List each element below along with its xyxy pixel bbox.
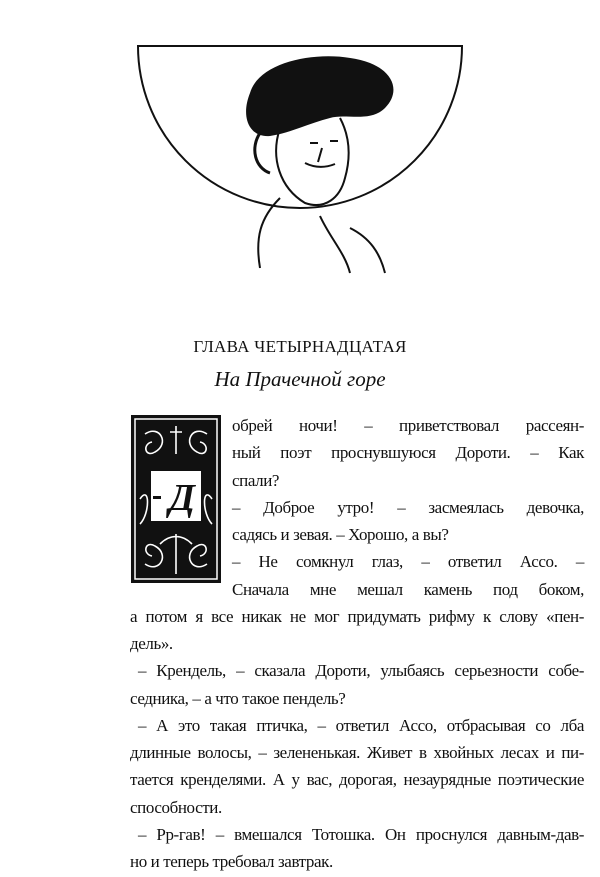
text-line: Сначала мне мешал камень под боком, [232,579,584,599]
drop-cap-letter: Д [169,477,195,519]
text-line: спали? [232,470,280,490]
text-line: ный поэт проснувшуюся Дороти. – Как [232,443,584,463]
chapter-illustration-portrait [130,38,470,313]
text-line: дель». [130,634,173,653]
text-line: – Рр-гав! – вмешался Тотошка. Он проснулся давным-дав- [138,824,584,844]
text-line: – Доброе утро! – засмеялась девочка, [232,497,584,517]
text-line: садясь и зевая. – Хорошо, а вы? [232,525,449,544]
text-line: а потом я все никак не мог придумать рифму к слову «пен- [130,606,584,626]
text-line: способности. [130,797,222,817]
text-line: длинные волосы, – зелененькая. Живет в хвойных лесах и пи- [130,743,584,762]
text-line: тается кренделями. А у вас, дорогая, незаурядные поэтические [130,770,584,790]
text-line: седника, – а что такое пендель? [130,688,346,708]
text-line: – А это такая птичка, – ответил Ассо, отбрасывая со лба [138,715,584,735]
chapter-number-heading: ГЛАВА ЧЕТЫРНАДЦАТАЯ [193,337,407,356]
text-line: – Крендель, – сказала Дороти, улыбаясь серьезности собе- [138,661,584,681]
text-line: обрей ночи! – приветствовал рассеян- [232,416,584,435]
ornamental-drop-cap [130,414,222,584]
chapter-title: На Прачечной горе [214,367,386,391]
text-line: – Не сомкнул глаз, – ответил Ассо. – [232,552,584,572]
text-line: но и теперь требовал завтрак. [130,852,333,871]
